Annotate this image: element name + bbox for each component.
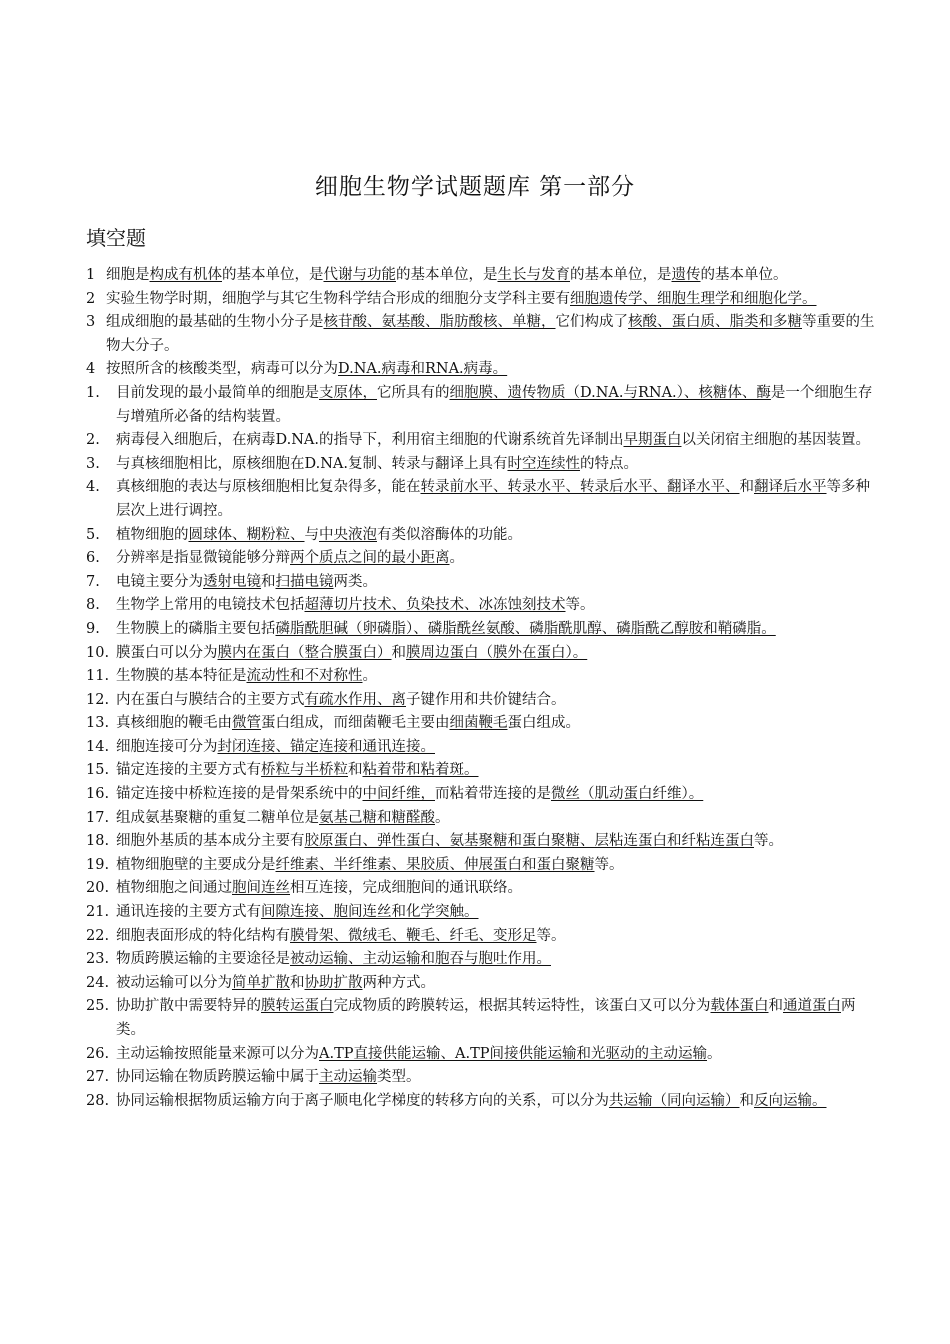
answer-blank: 细菌鞭毛 <box>449 715 508 732</box>
question-text <box>116 594 881 618</box>
question-fragment: 蛋白组成，而细菌鞭毛主要由 <box>261 715 450 732</box>
question-fragment: 和 <box>739 1092 754 1109</box>
answer-blank: 构成有机体 <box>149 267 222 283</box>
question-number: 5. <box>86 526 100 543</box>
question-fragment: 它们构成了 <box>555 314 628 331</box>
question-item <box>86 948 881 972</box>
answer-blank: 胞间连丝 <box>232 880 290 897</box>
question-text <box>116 972 881 996</box>
question-text <box>116 547 881 571</box>
question-fragment: 等。 <box>754 833 783 850</box>
question-text <box>106 264 881 288</box>
question-fragment: 类型。 <box>377 1069 421 1086</box>
question-fragment: 细胞连接可分为 <box>116 738 218 755</box>
answer-blank: 翻译后水平 <box>754 479 827 496</box>
question-fragment: 的基本单位，是 <box>396 267 498 283</box>
answer-blank: 膜骨架、微绒毛、鞭毛、纤毛、变形足 <box>290 927 537 944</box>
question-fragment: 与真核细胞相比，原核细胞在D.NA.复制、转录与翻译上具有 <box>116 455 508 472</box>
answer-blank: 磷脂酰胆碱（卵磷脂）、磷脂酰丝氨酸、磷脂酰肌醇、磷脂酰乙醇胺和鞘磷脂。 <box>275 620 776 637</box>
question-fragment: 内在蛋白与膜结合的主要方式 <box>116 691 305 708</box>
answer-blank: 反向运输。 <box>754 1092 827 1109</box>
question-fragment: 它所具有的 <box>377 384 450 401</box>
question-text <box>116 995 881 1042</box>
answer-blank: 有疏水作用、离 <box>304 691 406 708</box>
question-item <box>86 288 881 312</box>
question-item <box>86 712 881 736</box>
answer-blank: 代谢与功能 <box>323 267 396 283</box>
question-fragment: 分辨率是指显微镜能够分辩 <box>116 550 290 567</box>
answer-blank: 主动运输 <box>319 1069 377 1086</box>
question-number: 3 <box>86 314 96 331</box>
answer-blank: 中间纤维， <box>362 786 435 803</box>
question-item <box>86 925 881 949</box>
question-item <box>86 995 881 1042</box>
question-item <box>86 524 881 548</box>
question-text <box>116 854 881 878</box>
question-text <box>116 807 881 831</box>
question-number: 4. <box>86 479 100 496</box>
question-fragment: 目前发现的最小最简单的细胞是 <box>116 384 319 401</box>
question-number: 28. <box>86 1092 110 1109</box>
question-list <box>86 264 881 1113</box>
question-number: 20. <box>86 880 110 897</box>
answer-blank: D.NA.病毒和RNA.病毒。 <box>338 361 508 378</box>
question-item <box>86 382 881 429</box>
answer-blank: 间隙连接、胞间连丝和化学突触。 <box>261 904 479 921</box>
question-fragment: 等。 <box>565 597 595 614</box>
answer-blank: A.TP直接供能运输、A.TP间接供能运输和光驱动的主动运输 <box>319 1045 708 1062</box>
question-number: 11. <box>86 668 110 685</box>
question-fragment: 膜蛋白可以分为 <box>116 644 218 661</box>
answer-blank: 圆球体、糊粉粒、 <box>188 526 305 543</box>
answer-blank: 被动运输、主动运输和胞吞与胞吐作用。 <box>290 951 551 968</box>
question-fragment: 而粘着带连接的是 <box>435 786 551 803</box>
question-item <box>86 854 881 878</box>
answer-blank: 协助扩散 <box>304 974 363 991</box>
question-fragment: 等多种层次上进行调控。 <box>116 479 870 519</box>
question-item <box>86 547 881 571</box>
answer-blank: 简单扩散 <box>232 974 290 991</box>
question-item <box>86 476 881 523</box>
section-heading: 填空题 <box>86 226 146 250</box>
question-number: 2. <box>86 432 100 449</box>
question-number: 10. <box>86 644 110 661</box>
answer-blank: 细胞膜、遗传物质（D.NA.与RNA.）、核糖体、酶 <box>449 384 771 401</box>
question-fragment: 的基本单位。 <box>700 267 788 283</box>
answer-blank: 透射电镜 <box>203 573 261 590</box>
question-fragment: 两种方式。 <box>362 974 435 991</box>
question-item <box>86 877 881 901</box>
question-text <box>116 524 881 548</box>
question-number: 4 <box>86 361 96 378</box>
question-fragment: 的特点。 <box>579 455 638 472</box>
question-number: 19. <box>86 856 110 873</box>
question-number: 26. <box>86 1045 110 1062</box>
question-text <box>116 736 881 760</box>
question-fragment: 病毒侵入细胞后，在病毒D.NA.的指导下，利用宿主细胞的代谢系统首先译制出 <box>116 432 624 449</box>
question-fragment: 生物膜的基本特征是 <box>116 668 247 685</box>
question-text <box>116 1043 881 1067</box>
question-number: 14. <box>86 738 110 755</box>
question-text <box>116 830 881 854</box>
question-fragment: 协助扩散中需要特异的 <box>116 998 261 1015</box>
question-fragment: 组成氨基聚糖的重复二糖单位是 <box>116 809 319 826</box>
question-item <box>86 972 881 996</box>
answer-blank: 纤维素、半纤维素、果胶质、伸展蛋白和蛋白聚糖 <box>275 856 595 873</box>
question-text <box>116 618 881 642</box>
question-fragment: 和 <box>261 573 276 590</box>
answer-blank: 封闭连接、锚定连接和通讯连接。 <box>217 738 435 755</box>
question-text <box>106 311 881 358</box>
question-text <box>116 1090 881 1114</box>
question-fragment: 细胞是 <box>106 267 150 283</box>
question-number: 15. <box>86 762 110 779</box>
question-fragment: 的基本单位，是 <box>570 267 672 283</box>
question-number: 9. <box>86 620 100 637</box>
question-fragment: 子键作用和共价键结合。 <box>406 691 566 708</box>
question-fragment: 蛋白组成。 <box>507 715 580 732</box>
question-text <box>116 925 881 949</box>
question-fragment: 等。 <box>594 856 624 873</box>
answer-blank: 通道蛋白 <box>783 998 841 1015</box>
question-number: 16. <box>86 786 110 803</box>
question-item <box>86 618 881 642</box>
question-number: 21. <box>86 904 110 921</box>
question-fragment: 生物膜上的磷脂主要包括 <box>116 620 276 637</box>
answer-blank: 膜内在蛋白（整合膜蛋白） <box>217 644 392 661</box>
question-item <box>86 736 881 760</box>
question-item <box>86 642 881 666</box>
question-item <box>86 830 881 854</box>
question-item <box>86 311 881 358</box>
question-number: 24. <box>86 974 110 991</box>
question-item <box>86 358 881 382</box>
question-item <box>86 594 881 618</box>
question-text <box>116 429 881 453</box>
question-item <box>86 429 881 453</box>
question-text <box>116 689 881 713</box>
answer-blank: 细胞遗传学、细胞生理学和细胞化学。 <box>570 290 817 307</box>
answer-blank: 转录前水平、转录水平、转录后水平、翻译水平、 <box>420 479 740 496</box>
question-fragment: 两类。 <box>333 573 377 590</box>
question-number: 2 <box>86 290 96 307</box>
answer-blank: 桥粒与半桥粒 <box>261 762 348 779</box>
question-text <box>116 642 881 666</box>
question-fragment: 植物细胞之间通过 <box>116 880 232 897</box>
question-fragment: 被动运输可以分为 <box>116 974 232 991</box>
question-fragment: 锚定连接中桥粒连接的是骨架系统中的 <box>116 786 363 803</box>
question-fragment: 相互连接，完成细胞间的通讯联络。 <box>290 880 522 897</box>
answer-blank: 载体蛋白 <box>710 998 769 1015</box>
question-fragment: 。 <box>435 809 450 826</box>
question-fragment: 实验生物学时期，细胞学与其它生物科学结合形成的细胞分支学科主要有 <box>106 290 570 307</box>
question-number: 1 <box>86 267 96 283</box>
answer-blank: 支原体， <box>319 384 377 401</box>
question-fragment: 。 <box>449 550 464 567</box>
question-item <box>86 264 881 288</box>
question-number: 22. <box>86 927 110 944</box>
question-number: 25. <box>86 998 110 1015</box>
question-fragment: 等。 <box>536 927 566 944</box>
question-text <box>106 358 881 382</box>
question-fragment: 生物学上常用的电镜技术包括 <box>116 597 305 614</box>
question-fragment: 通讯连接的主要方式有 <box>116 904 261 921</box>
answer-blank: 两个质点之间的最小距离 <box>290 550 450 567</box>
question-item <box>86 759 881 783</box>
answer-blank: 超薄切片技术、负染技术、冰冻蚀刻技术 <box>304 597 566 614</box>
answer-blank: 扫描电镜 <box>275 573 334 590</box>
question-number: 3. <box>86 455 100 472</box>
question-text <box>116 901 881 925</box>
question-fragment: 电镜主要分为 <box>116 573 203 590</box>
question-fragment: 细胞表面形成的特化结构有 <box>116 927 290 944</box>
answer-blank: 膜转运蛋白 <box>261 998 334 1015</box>
question-item <box>86 1090 881 1114</box>
question-number: 6. <box>86 550 100 567</box>
question-text <box>116 571 881 595</box>
answer-blank: 膜周边蛋白（膜外在蛋白）。 <box>406 644 588 661</box>
page-title: 细胞生物学试题题库 第一部分 <box>314 174 636 200</box>
question-number: 17. <box>86 809 110 826</box>
question-item <box>86 1043 881 1067</box>
question-text <box>116 1066 881 1090</box>
question-item <box>86 453 881 477</box>
question-item <box>86 1066 881 1090</box>
question-fragment: 真核细胞的鞭毛由 <box>116 715 232 732</box>
question-number: 1. <box>86 384 100 401</box>
answer-blank: 粘着带和粘着斑。 <box>362 762 479 779</box>
question-fragment: 是一个细胞生存与增殖所必备的结构装置。 <box>116 384 873 425</box>
question-fragment: 协同运输在物质跨膜运输中属于 <box>116 1069 319 1086</box>
question-fragment: 细胞外基质的基本成分主要有 <box>116 833 305 850</box>
question-item <box>86 689 881 713</box>
question-fragment: 物质跨膜运输的主要途径是 <box>116 951 290 968</box>
question-fragment: 有类似溶酶体的功能。 <box>377 526 522 543</box>
question-fragment: 锚定连接的主要方式有 <box>116 762 261 779</box>
question-text <box>116 665 881 689</box>
question-fragment: 。 <box>362 668 377 685</box>
question-item <box>86 807 881 831</box>
question-fragment: 主动运输按照能量来源可以分为 <box>116 1045 319 1062</box>
question-fragment: 植物细胞的 <box>116 526 189 543</box>
question-number: 13. <box>86 715 110 732</box>
question-item <box>86 783 881 807</box>
question-text <box>116 712 881 736</box>
question-fragment: 协同运输根据物质运输方向于离子顺电化学梯度的转移方向的关系，可以分为 <box>116 1092 609 1109</box>
question-text <box>116 453 881 477</box>
question-fragment: 与 <box>304 526 319 543</box>
question-fragment: 组成细胞的最基础的生物小分子是 <box>106 314 324 331</box>
question-fragment: 和 <box>768 998 783 1015</box>
question-fragment: 和 <box>348 762 363 779</box>
question-number: 23. <box>86 951 110 968</box>
question-text <box>116 877 881 901</box>
answer-blank: 早期蛋白 <box>623 432 682 449</box>
question-item <box>86 901 881 925</box>
question-number: 27. <box>86 1069 110 1086</box>
question-fragment: 按照所含的核酸类型，病毒可以分为 <box>106 361 338 378</box>
question-fragment: 完成物质的跨膜转运，根据其转运特性，该蛋白又可以分为 <box>333 998 711 1015</box>
answer-blank: 共运输（同向运输） <box>609 1092 740 1109</box>
question-fragment: 真核细胞的表达与原核细胞相比复杂得多，能在 <box>116 479 421 496</box>
question-fragment: 植物细胞壁的主要成分是 <box>116 856 276 873</box>
question-fragment: 的基本单位，是 <box>222 267 324 283</box>
answer-blank: 胶原蛋白、弹性蛋白、氨基聚糖和蛋白聚糖、层粘连蛋白和纤粘连蛋白 <box>304 833 754 850</box>
question-number: 8. <box>86 597 100 614</box>
question-fragment: 。 <box>707 1045 722 1062</box>
question-fragment: 以关闭宿主细胞的基因装置。 <box>681 432 870 449</box>
question-text <box>106 288 881 312</box>
question-fragment: 等重要的生物大分子。 <box>106 314 875 354</box>
answer-blank: 中央液泡 <box>319 526 377 543</box>
answer-blank: 时空连续性 <box>507 455 580 472</box>
answer-blank: 流动性和不对称性 <box>246 668 363 685</box>
question-text <box>116 948 881 972</box>
question-text <box>116 783 881 807</box>
question-fragment: 和 <box>739 479 754 496</box>
question-fragment: 两类。 <box>116 998 856 1038</box>
answer-blank: 遗传 <box>671 267 701 283</box>
answer-blank: 生长与发育 <box>497 267 570 283</box>
answer-blank: 核苷酸、氨基酸、脂肪酸核、单糖， <box>323 314 556 331</box>
question-number: 18. <box>86 833 110 850</box>
question-number: 7. <box>86 573 100 590</box>
answer-blank: 微丝（肌动蛋白纤维）。 <box>551 786 704 803</box>
question-number: 12. <box>86 691 110 708</box>
answer-blank: 核酸、蛋白质、脂类和多糖 <box>628 314 802 331</box>
question-text <box>116 382 881 429</box>
question-fragment: 和 <box>391 644 406 661</box>
question-item <box>86 665 881 689</box>
question-item <box>86 571 881 595</box>
answer-blank: 微管 <box>232 715 261 732</box>
answer-blank: 氨基己糖和糖醛酸 <box>319 809 435 826</box>
question-text <box>116 476 881 523</box>
question-text <box>116 759 881 783</box>
question-fragment: 和 <box>290 974 305 991</box>
